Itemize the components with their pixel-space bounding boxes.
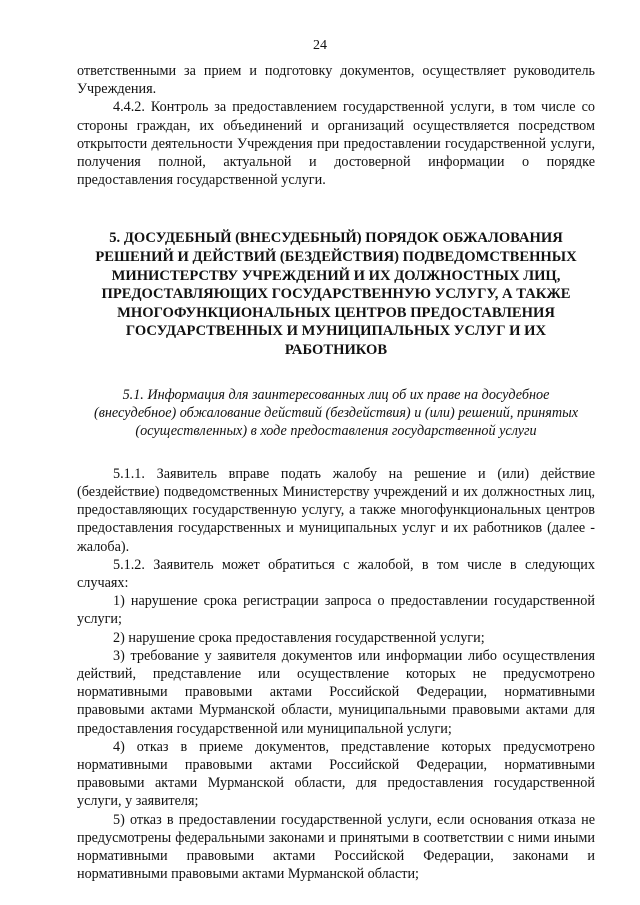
- paragraph-continuation: ответственными за прием и подготовку документов, осуществляет руководитель Учреждения.: [77, 63, 595, 98]
- list-item-5: 5) отказ в предоставлении государственной услуги, если основания отказа не предусмотрены федеральными законами и принятыми в соответствии с ними иными нормативными правовыми актами Российской Федерации, законами и нормативными правовыми актами Мурманской области;: [77, 811, 595, 883]
- list-item-4: 4) отказ в приеме документов, представление которых предусмотрено нормативными правовыми актами Российской Федерации, нормативными правовыми актами Мурманской области, для предоставления государственной услуги, у заявителя;: [77, 738, 595, 810]
- document-body: [77, 62, 595, 883]
- list-item-3: 3) требование у заявителя документов или информации либо осуществления действий, представление или осуществление которых не предусмотрено нормативными правовыми актами Российской Федерации, нормативными правовыми актами Мурманской области, муниципальными правовыми актами для предоставления государственной или муниципальной услуги;: [77, 647, 595, 737]
- list-item-2: 2) нарушение срока предоставления государственной услуги;: [113, 629, 485, 646]
- page-number: 24: [313, 38, 327, 53]
- section-heading: 5. ДОСУДЕБНЫЙ (ВНЕСУДЕБНЫЙ) ПОРЯДОК ОБЖАЛОВАНИЯ РЕШЕНИЙ И ДЕЙСТВИЙ (БЕЗДЕЙСТВИЯ) ПОДВЕДОМСТВЕННЫХ МИНИСТЕРСТВУ УЧРЕЖДЕНИЙ И ИХ ДОЛЖНОСТНЫХ ЛИЦ, ПРЕДОСТАВЛЯЮЩИХ ГОСУДАРСТВЕННУЮ УСЛУГУ, А ТАКЖЕ МНОГОФУНКЦИОНАЛЬНЫХ ЦЕНТРОВ ПРЕДОСТАВЛЕНИЯ ГОСУДАРСТВЕННЫХ И МУНИЦИПАЛЬНЫХ УСЛУГ И ИХ РАБОТНИКОВ: [95, 230, 577, 358]
- paragraph-4-4-2: 4.4.2. Контроль за предоставлением государственной услуги, в том числе со стороны граждан, их объединений и организаций осуществляется посредством открытости деятельности Учреждения при предоставлении государственной услуги, получения полной, актуальной и достоверной информации о порядке предоставления государственной услуги.: [77, 99, 595, 189]
- item-5-1-1: 5.1.1. Заявитель вправе подать жалобу на решение и (или) действие (бездействие) подведомственных Министерству учреждений и их должностных лиц, предоставляющих государственную услугу, а также многофункциональных центров предоставления государственных и муниципальных услуг и их работников (далее - жалоба).: [77, 465, 595, 555]
- list-item-1: 1) нарушение срока регистрации запроса о предоставлении государственной услуги;: [77, 593, 595, 628]
- item-5-1-2: 5.1.2. Заявитель может обратиться с жалобой, в том числе в следующих случаях:: [77, 556, 595, 592]
- subsection-heading: 5.1. Информация для заинтересованных лиц об их праве на досудебное (внесудебное) обжалование действий (бездействия) и (или) решений, принятых (осуществленных) в ходе предоставления государственной услуги: [93, 386, 579, 440]
